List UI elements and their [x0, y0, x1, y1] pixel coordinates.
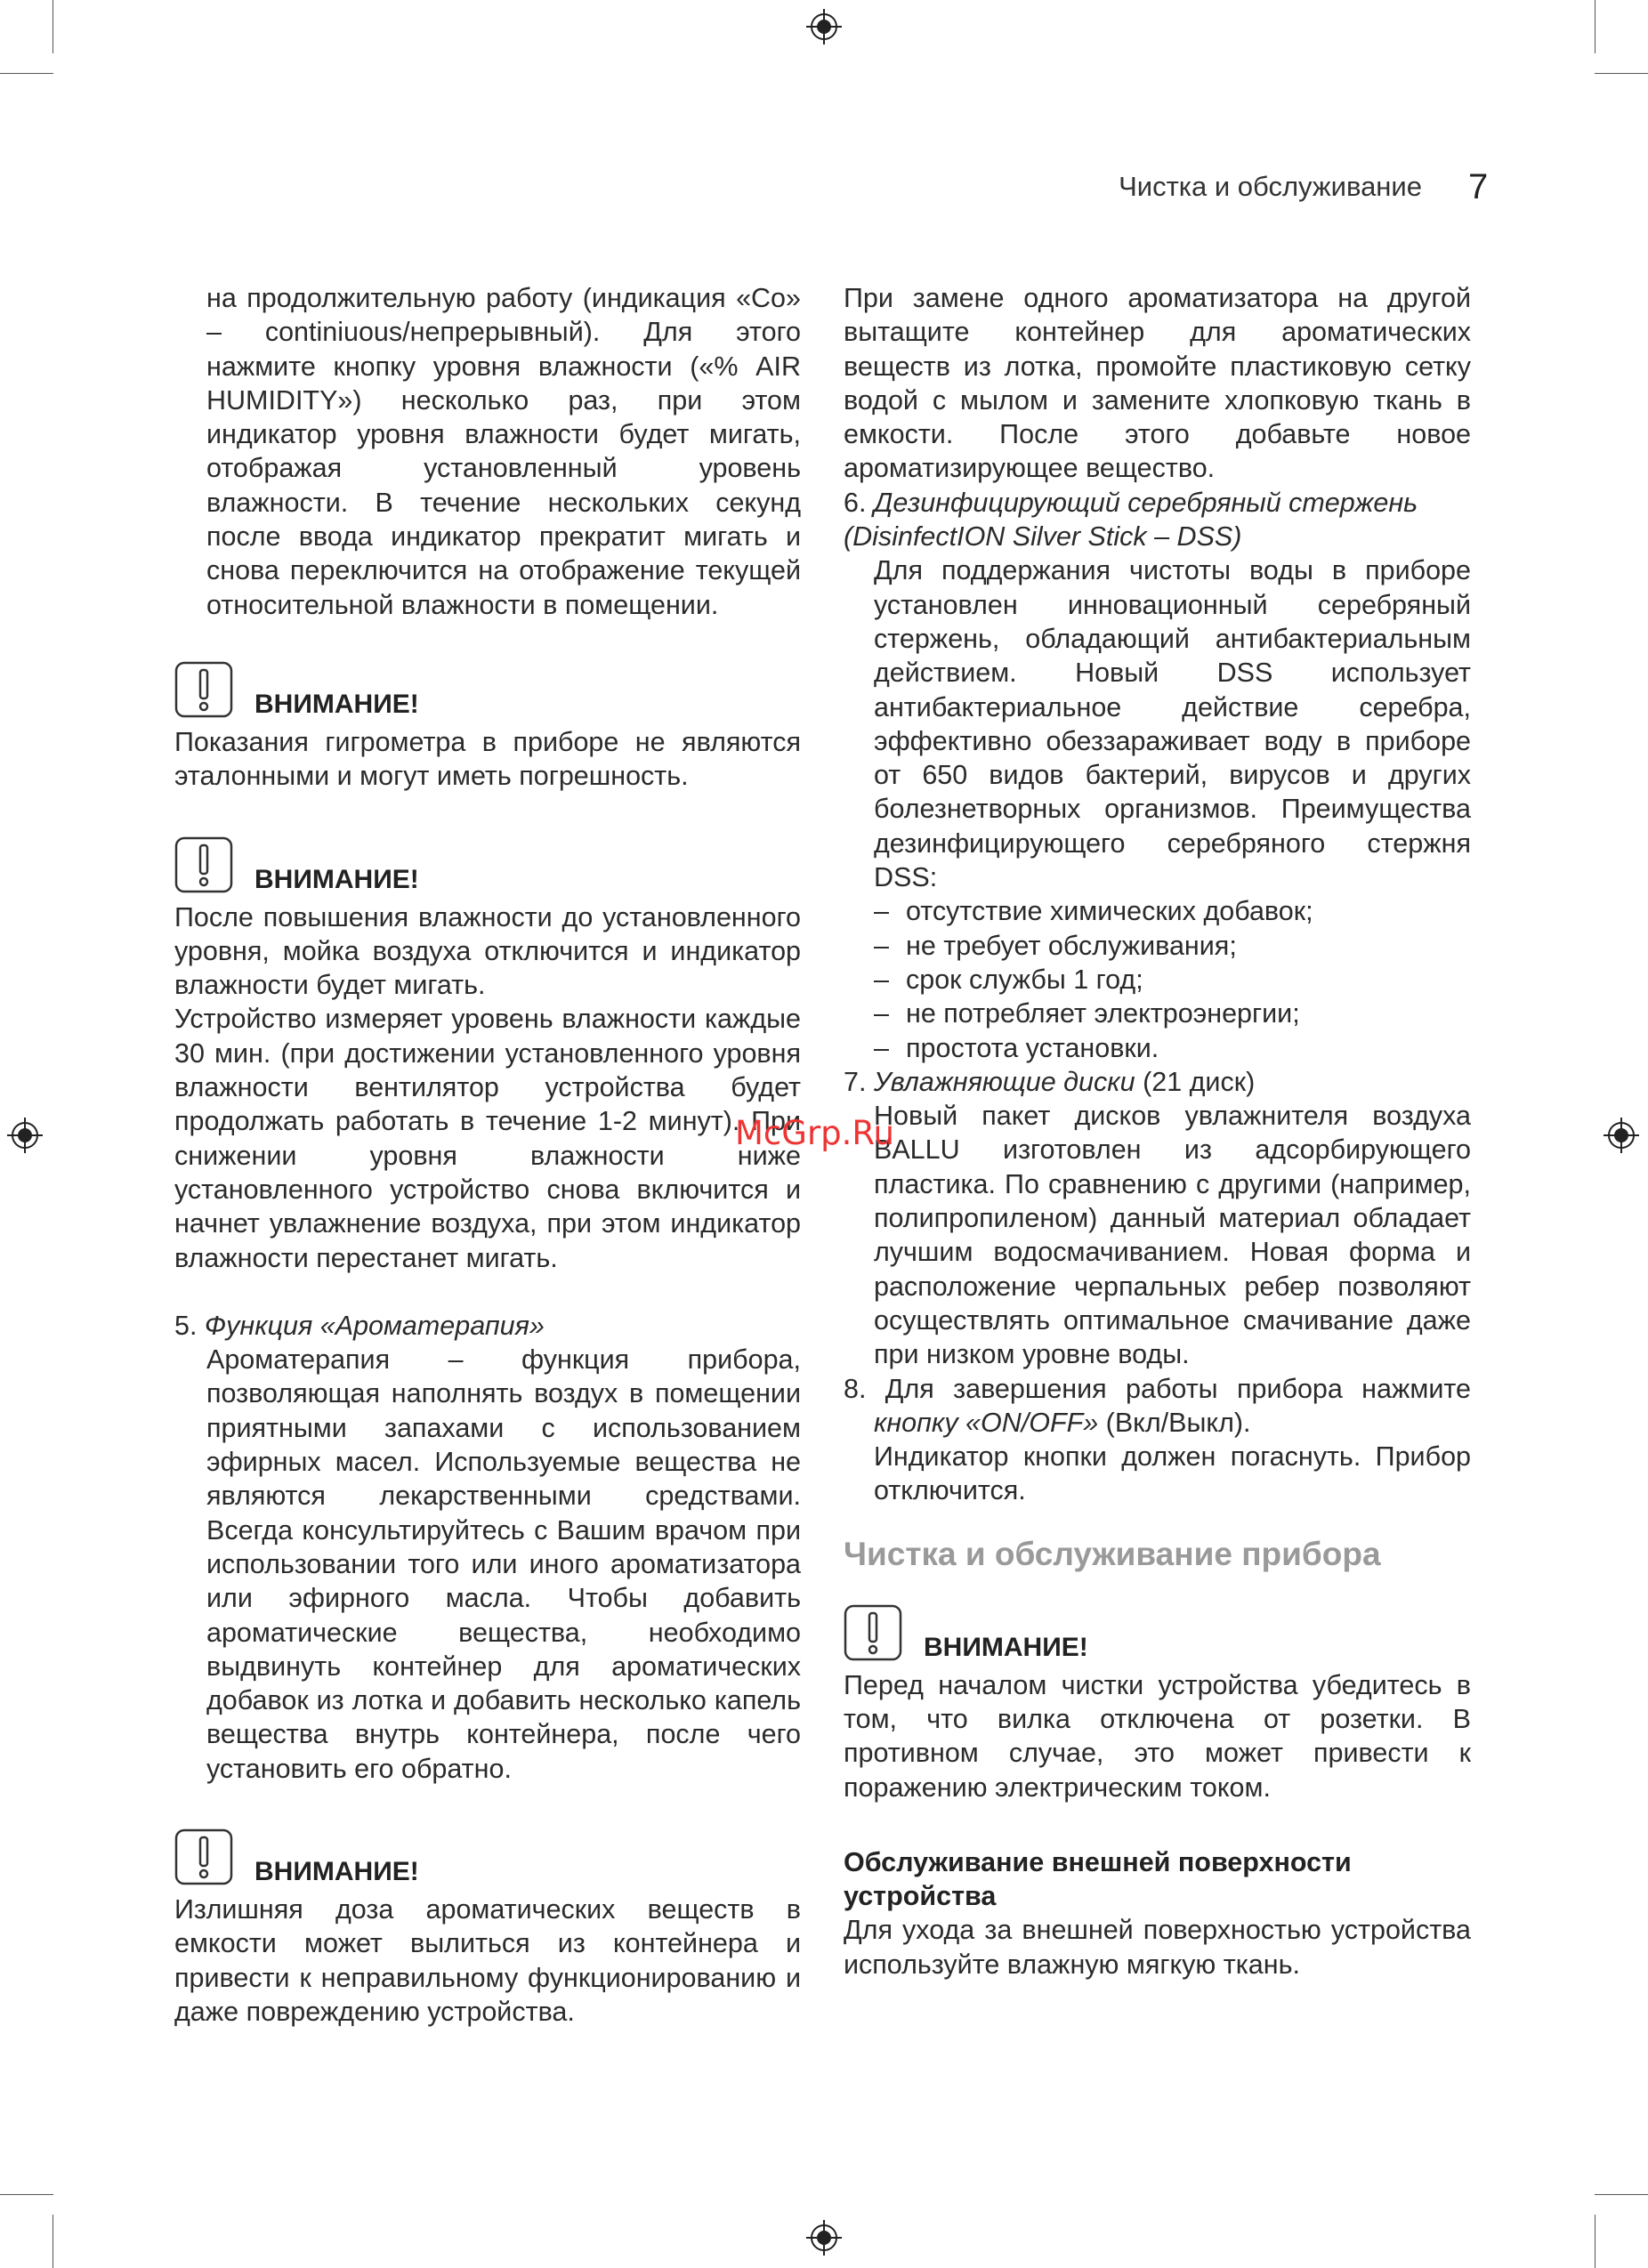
list-number: 5.: [174, 1310, 198, 1341]
warning-block: [174, 658, 801, 794]
warning-text: Излишняя доза ароматических веществ в емкости может вылиться из контейнера и привести к неправильному функционированию и даже повреждению устройства.: [174, 1893, 801, 2027]
bullet-item: – простота установки.: [874, 1032, 1159, 1063]
list-number: 6.: [844, 487, 867, 518]
left-column: [174, 281, 801, 2029]
list-number: 8.: [844, 1373, 867, 1404]
list-title: Увлажняющие диски: [873, 1066, 1135, 1097]
bullet-item: – срок службы 1 год;: [874, 964, 1143, 995]
humidity-measurement-text: Устройство измеряет уровень влажности каждые 30 мин. (при достижении установленного уровня влажности вентилятор устройства будет продолжать работать в течение 1-2 минут). При снижении уровня влажности ниже установленного устройство снова включится и начнет увлажнение воздуха, при этом индикатор влажности перестанет мигать.: [174, 1004, 801, 1273]
crop-mark: [0, 73, 53, 74]
intro-paragraph: на продолжительную работу (индикация «Co» – continiuous/непрерывный). Для этого нажмите кнопку уровня влажности («% AIR HUMIDITY») несколько раз, при этом индикатор уровня влажности будет мигать, отображая установленный уровень влажности. В течение нескольких секунд после ввода индикатор прекратит мигать и снова переключится на отображение текущей относительной влажности в помещении.: [206, 283, 801, 620]
registration-mark-icon: [806, 9, 842, 44]
warning-exclamation-icon: [174, 661, 233, 718]
warning-text: После повышения влажности до установленного уровня, мойка воздуха отключится и индикатор влажности будет мигать.: [174, 901, 801, 1001]
subsection-title: Обслуживание внешней поверхности устройства: [844, 1846, 1352, 1912]
registration-mark-icon: [1604, 1118, 1639, 1153]
warning-exclamation-icon: [174, 1828, 233, 1885]
list-item-humidifying-discs: [844, 1065, 1471, 1372]
warning-label: ВНИМАНИЕ!: [254, 1856, 419, 1886]
list-title: Дезинфицирующий серебряный стержень (DisinfectION Silver Stick – DSS): [844, 487, 1418, 553]
crop-mark: [1595, 2194, 1648, 2195]
list-item-silver-stick: [844, 486, 1471, 1065]
page-number: 7: [1468, 167, 1489, 206]
crop-mark: [1595, 73, 1648, 74]
list-text: Индикатор кнопки должен погаснуть. Прибор отключится.: [874, 1441, 1471, 1506]
warning-label: ВНИМАНИЕ!: [254, 689, 419, 719]
subsection-text: Для ухода за внешней поверхностью устройства используйте влажную мягкую ткань.: [844, 1915, 1471, 1980]
on-off-button-ref: кнопку «ON/OFF»: [874, 1407, 1099, 1438]
warning-block: [174, 833, 801, 1275]
intro-paragraph: При замене одного ароматизатора на другой вытащите контейнер для ароматических веществ из лотка, промойте пластиковую сетку водой с мылом и замените хлопковую ткань в емкости. После этого добавьте новое ароматизирующее вещество.: [844, 283, 1471, 484]
warning-block: [844, 1601, 1471, 1804]
list-text: Для поддержания чистоты воды в приборе установлен инновационный серебряный стержень, обладающий антибактериальным действием. Новый DSS использует антибактериальное действие серебра, эффективно обеззараживает воду в приборе от 650 видов бактерий, вирусов и других болезнетворных организмов. Преимущества дезинфицирующего серебряного стержня DSS:: [874, 555, 1471, 893]
running-header-title: Чистка и обслуживание: [1119, 171, 1422, 202]
warning-exclamation-icon: [174, 836, 233, 893]
list-item-power-off: 8. Для завершения работы прибора нажмите кнопку «ON/OFF» (Вкл/Выкл). Индикатор кнопки должен погаснуть. Прибор отключится.: [844, 1372, 1471, 1508]
list-text: Ароматерапия – функция прибора, позволяющая наполнять воздух в помещении приятными запахами с использованием эфирных масел. Используемые вещества не являются лекарственными средствами. Всегда консультируйтесь с Вашим врачом при использовании того или иного ароматизатора или эфирного масла. Чтобы добавить ароматические вещества, необходимо выдвинуть контейнер для ароматических добавок из лотка и добавить несколько капель вещества внутрь контейнера, после чего установить его обратно.: [206, 1344, 801, 1784]
watermark: McGrp.Ru: [735, 1114, 894, 1152]
list-title: Функция «Ароматерапия»: [204, 1310, 545, 1341]
bullet-item: – не требует обслуживания;: [874, 930, 1237, 961]
list-number: 7.: [844, 1066, 867, 1097]
list-title-suffix: (21 диск): [1135, 1066, 1256, 1097]
warning-label: ВНИМАНИЕ!: [924, 1632, 1088, 1662]
bullet-item: – не потребляет электроэнергии;: [874, 998, 1300, 1029]
crop-mark: [0, 2194, 53, 2195]
registration-mark-icon: [7, 1118, 43, 1153]
warning-exclamation-icon: [844, 1604, 902, 1661]
list-text: Новый пакет дисков увлажнителя воздуха BALLU изготовлен из адсорбирующего пластика. По сравнению с другими (например, полипропиленом) данный материал обладает лучшим водосмачиванием. Новая форма и расположение черпальных ребер позволяют осуществлять оптимальное смачивание даже при низком уровне воды.: [874, 1101, 1471, 1370]
list-item-aromatherapy: [174, 1309, 801, 1786]
registration-mark-icon: [806, 2220, 842, 2256]
warning-text: Перед началом чистки устройства убедитесь в том, что вилка отключена от розетки. В противном случае, это может привести к поражению электрическим током.: [844, 1669, 1471, 1803]
section-title: Чистка и обслуживание прибора: [844, 1535, 1381, 1572]
right-column: [844, 281, 1471, 1981]
bullet-item: – отсутствие химических добавок;: [874, 896, 1313, 927]
warning-label: ВНИМАНИЕ!: [254, 864, 419, 894]
warning-block: [174, 1825, 801, 2029]
warning-text: Показания гигрометра в приборе не являются эталонными и могут иметь погрешность.: [174, 726, 801, 792]
